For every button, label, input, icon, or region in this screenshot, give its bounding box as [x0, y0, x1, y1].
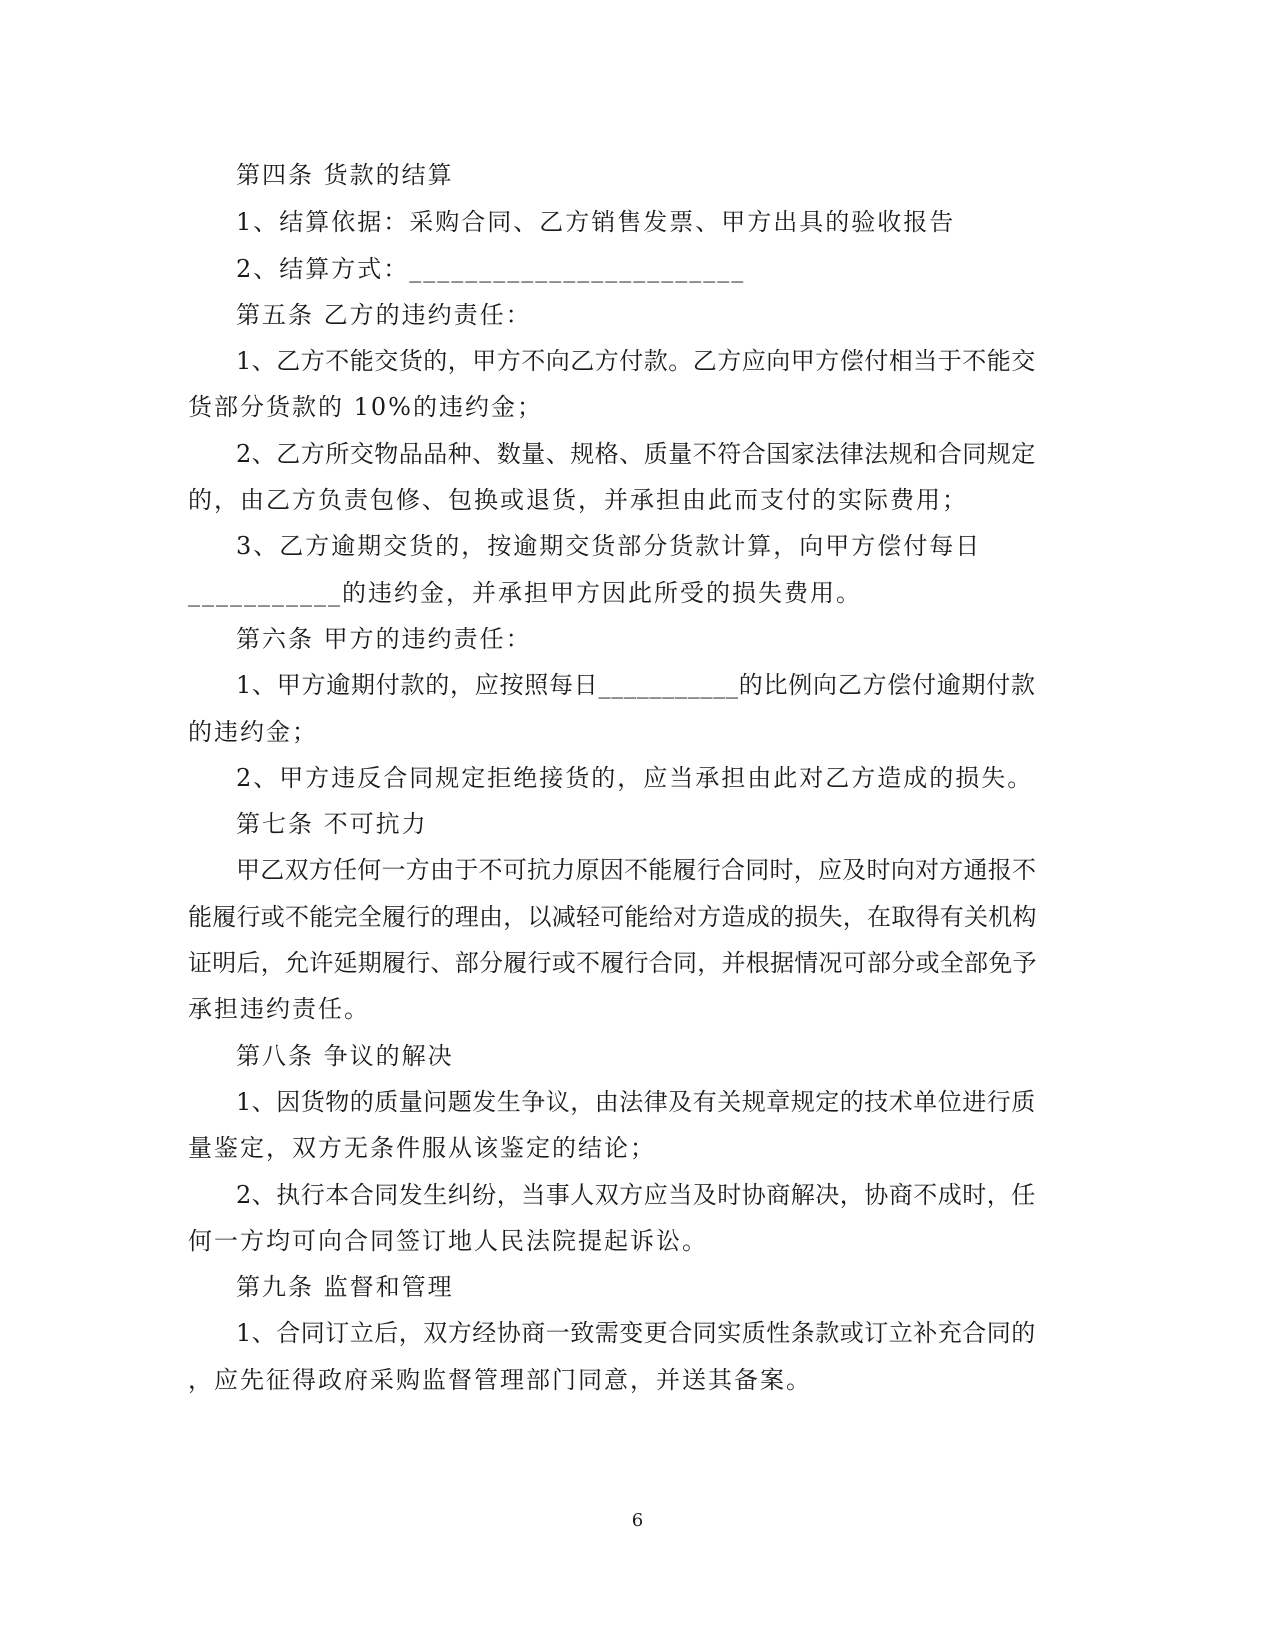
text-line: 2、结算方式：________________________: [236, 255, 746, 283]
text-line: 1、乙方不能交货的，甲方不向乙方付款。乙方应向甲方偿付相当于不能交: [236, 347, 1036, 375]
text-line: 2、甲方违反合同规定拒绝接货的，应当承担由此对乙方造成的损失。: [236, 764, 1034, 792]
text-line: ___________的违约金，并承担甲方因此所受的损失费用。: [188, 579, 862, 607]
text-line: 承担违约责任。: [188, 995, 370, 1023]
text-line: ，应先征得政府采购监督管理部门同意，并送其备案。: [188, 1366, 812, 1394]
article-6-heading: 第六条 甲方的违约责任：: [236, 625, 532, 653]
text-line: 能履行或不能完全履行的理由，以减轻可能给对方造成的损失，在取得有关机构: [188, 903, 1037, 931]
text-line: 的，由乙方负责包修、包换或退货，并承担由此而支付的实际费用；: [188, 486, 968, 514]
text-line: 2、乙方所交物品品种、数量、规格、质量不符合国家法律法规和合同规定: [236, 440, 1036, 468]
article-8-heading: 第八条 争议的解决: [236, 1042, 454, 1070]
text-line: 量鉴定，双方无条件服从该鉴定的结论；: [188, 1134, 656, 1162]
text-line: 3、乙方逾期交货的，按逾期交货部分货款计算，向甲方偿付每日: [236, 532, 982, 560]
article-9-heading: 第九条 监督和管理: [236, 1273, 454, 1301]
text-line: 货部分货款的 10%的违约金；: [188, 393, 543, 421]
text-line: 1、合同订立后，双方经协商一致需变更合同实质性条款或订立补充合同的: [236, 1319, 1036, 1347]
text-line: 证明后，允许延期履行、部分履行或不履行合同，并根据情况可部分或全部免予: [188, 949, 1037, 977]
article-5-heading: 第五条 乙方的违约责任：: [236, 301, 532, 329]
text-line: 何一方均可向合同签订地人民法院提起诉讼。: [188, 1227, 708, 1255]
page-number: 6: [631, 1510, 644, 1531]
text-line: 的违约金；: [188, 718, 318, 746]
text-line: 1、因货物的质量问题发生争议，由法律及有关规章规定的技术单位进行质: [236, 1088, 1036, 1116]
text-line: 甲乙双方任何一方由于不可抗力原因不能履行合同时，应及时向对方通报不: [236, 856, 1037, 884]
text-line: 2、执行本合同发生纠纷，当事人双方应当及时协商解决，协商不成时，任: [236, 1181, 1036, 1209]
text-line: 1、结算依据：采购合同、乙方销售发票、甲方出具的验收报告: [236, 208, 956, 236]
article-4-heading: 第四条 货款的结算: [236, 161, 454, 189]
article-7-heading: 第七条 不可抗力: [236, 810, 428, 838]
text-line: 1、甲方逾期付款的，应按照每日___________的比例向乙方偿付逾期付款: [236, 671, 1036, 699]
